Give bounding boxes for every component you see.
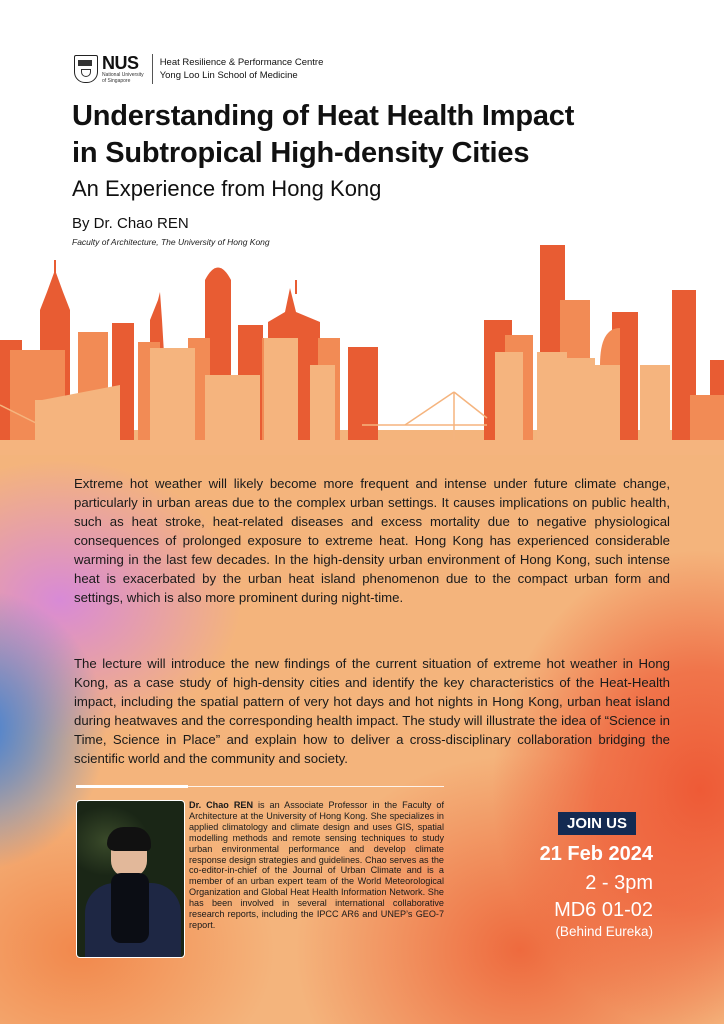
logo-subtext-1: National University [102,71,144,78]
lecture-paragraph: The lecture will introduce the new findings of the current situation of extreme hot weather in Hong Kong, as a case study of high-density cities and identify the key characteristics of the Heat-Health impact, including the spatial pattern of very hot days and hot nights in Hong Kong, urban heat island during heatwaves and the corresponding health impact. The study will illustrate the idea of “Science in Time, Science in Place” and explain how to deliver a cross-disciplinary collaboration bridging the scientific world and the community and society. [74,656,670,766]
event-time: 2 - 3pm [585,872,653,894]
centre-line-1: Heat Resilience & Performance Centre [159,57,324,68]
hong-kong-skyline-illustration [0,240,724,455]
speaker-bio [189,800,444,931]
centre-line-2: Yong Loo Lin School of Medicine [159,70,298,81]
event-venue: MD6 01-02 [554,899,653,921]
speaker-name: Dr. Chao REN [189,800,254,810]
byline: By Dr. Chao REN [72,215,189,232]
title-line-1: Understanding of Heat Health Impact [72,100,575,132]
logo-name: NUS [102,52,139,73]
header-divider [152,54,153,84]
header [74,54,323,84]
page-title [72,98,574,172]
intro-paragraph: Extreme hot weather will likely become more frequent and intense under future climate change, particularly in urban areas due to the complex urban settings. It causes implications on public health, such as heat stroke, heat-related diseases and excess mortality due to negative physiological consequences of prolonged exposure to extreme heat. Hong Kong has experienced considerable warming in the last few decades. In the high-density urban environment of Hong Kong, such intense heat is exacerbated by the urban heat island phenomenon due to the compact urban form and settings, which is also more prominent during night-time. [74,476,670,605]
speaker-photo [76,800,185,958]
event-date: 21 Feb 2024 [539,843,653,865]
title-line-2: in Subtropical High-density Cities [72,137,530,169]
nus-logo [74,52,144,84]
centre-name [160,56,324,82]
event-venue-note: (Behind Eureka) [555,924,653,939]
logo-subtext-2: of Singapore [102,77,131,84]
section-divider-accent [76,785,188,788]
subtitle: An Experience from Hong Kong [72,176,382,201]
affiliation: Faculty of Architecture, The University of Hong Kong [72,237,270,247]
speaker-bio-text: is an Associate Professor in the Faculty of Architecture at the University of Hong Kong. She specializes in applied climatology and climate design and uses GIS, spatial modelling methods and remote sensing techniques to study urban environmental performance and develop climate response design strategies and guidelines. Chao serves as the co-editor-in-chief of the Journal of Urban Climate and is a member of an urban expert team of the World Meteorological Organization and Global Heat Health Information Network. She has been involved in several international collaborative research reports, including the IPCC AR6 and UNEP’s GEO-7 report. [189,800,444,930]
nus-crest-icon [74,55,98,83]
join-us-badge: JOIN US [558,812,636,835]
